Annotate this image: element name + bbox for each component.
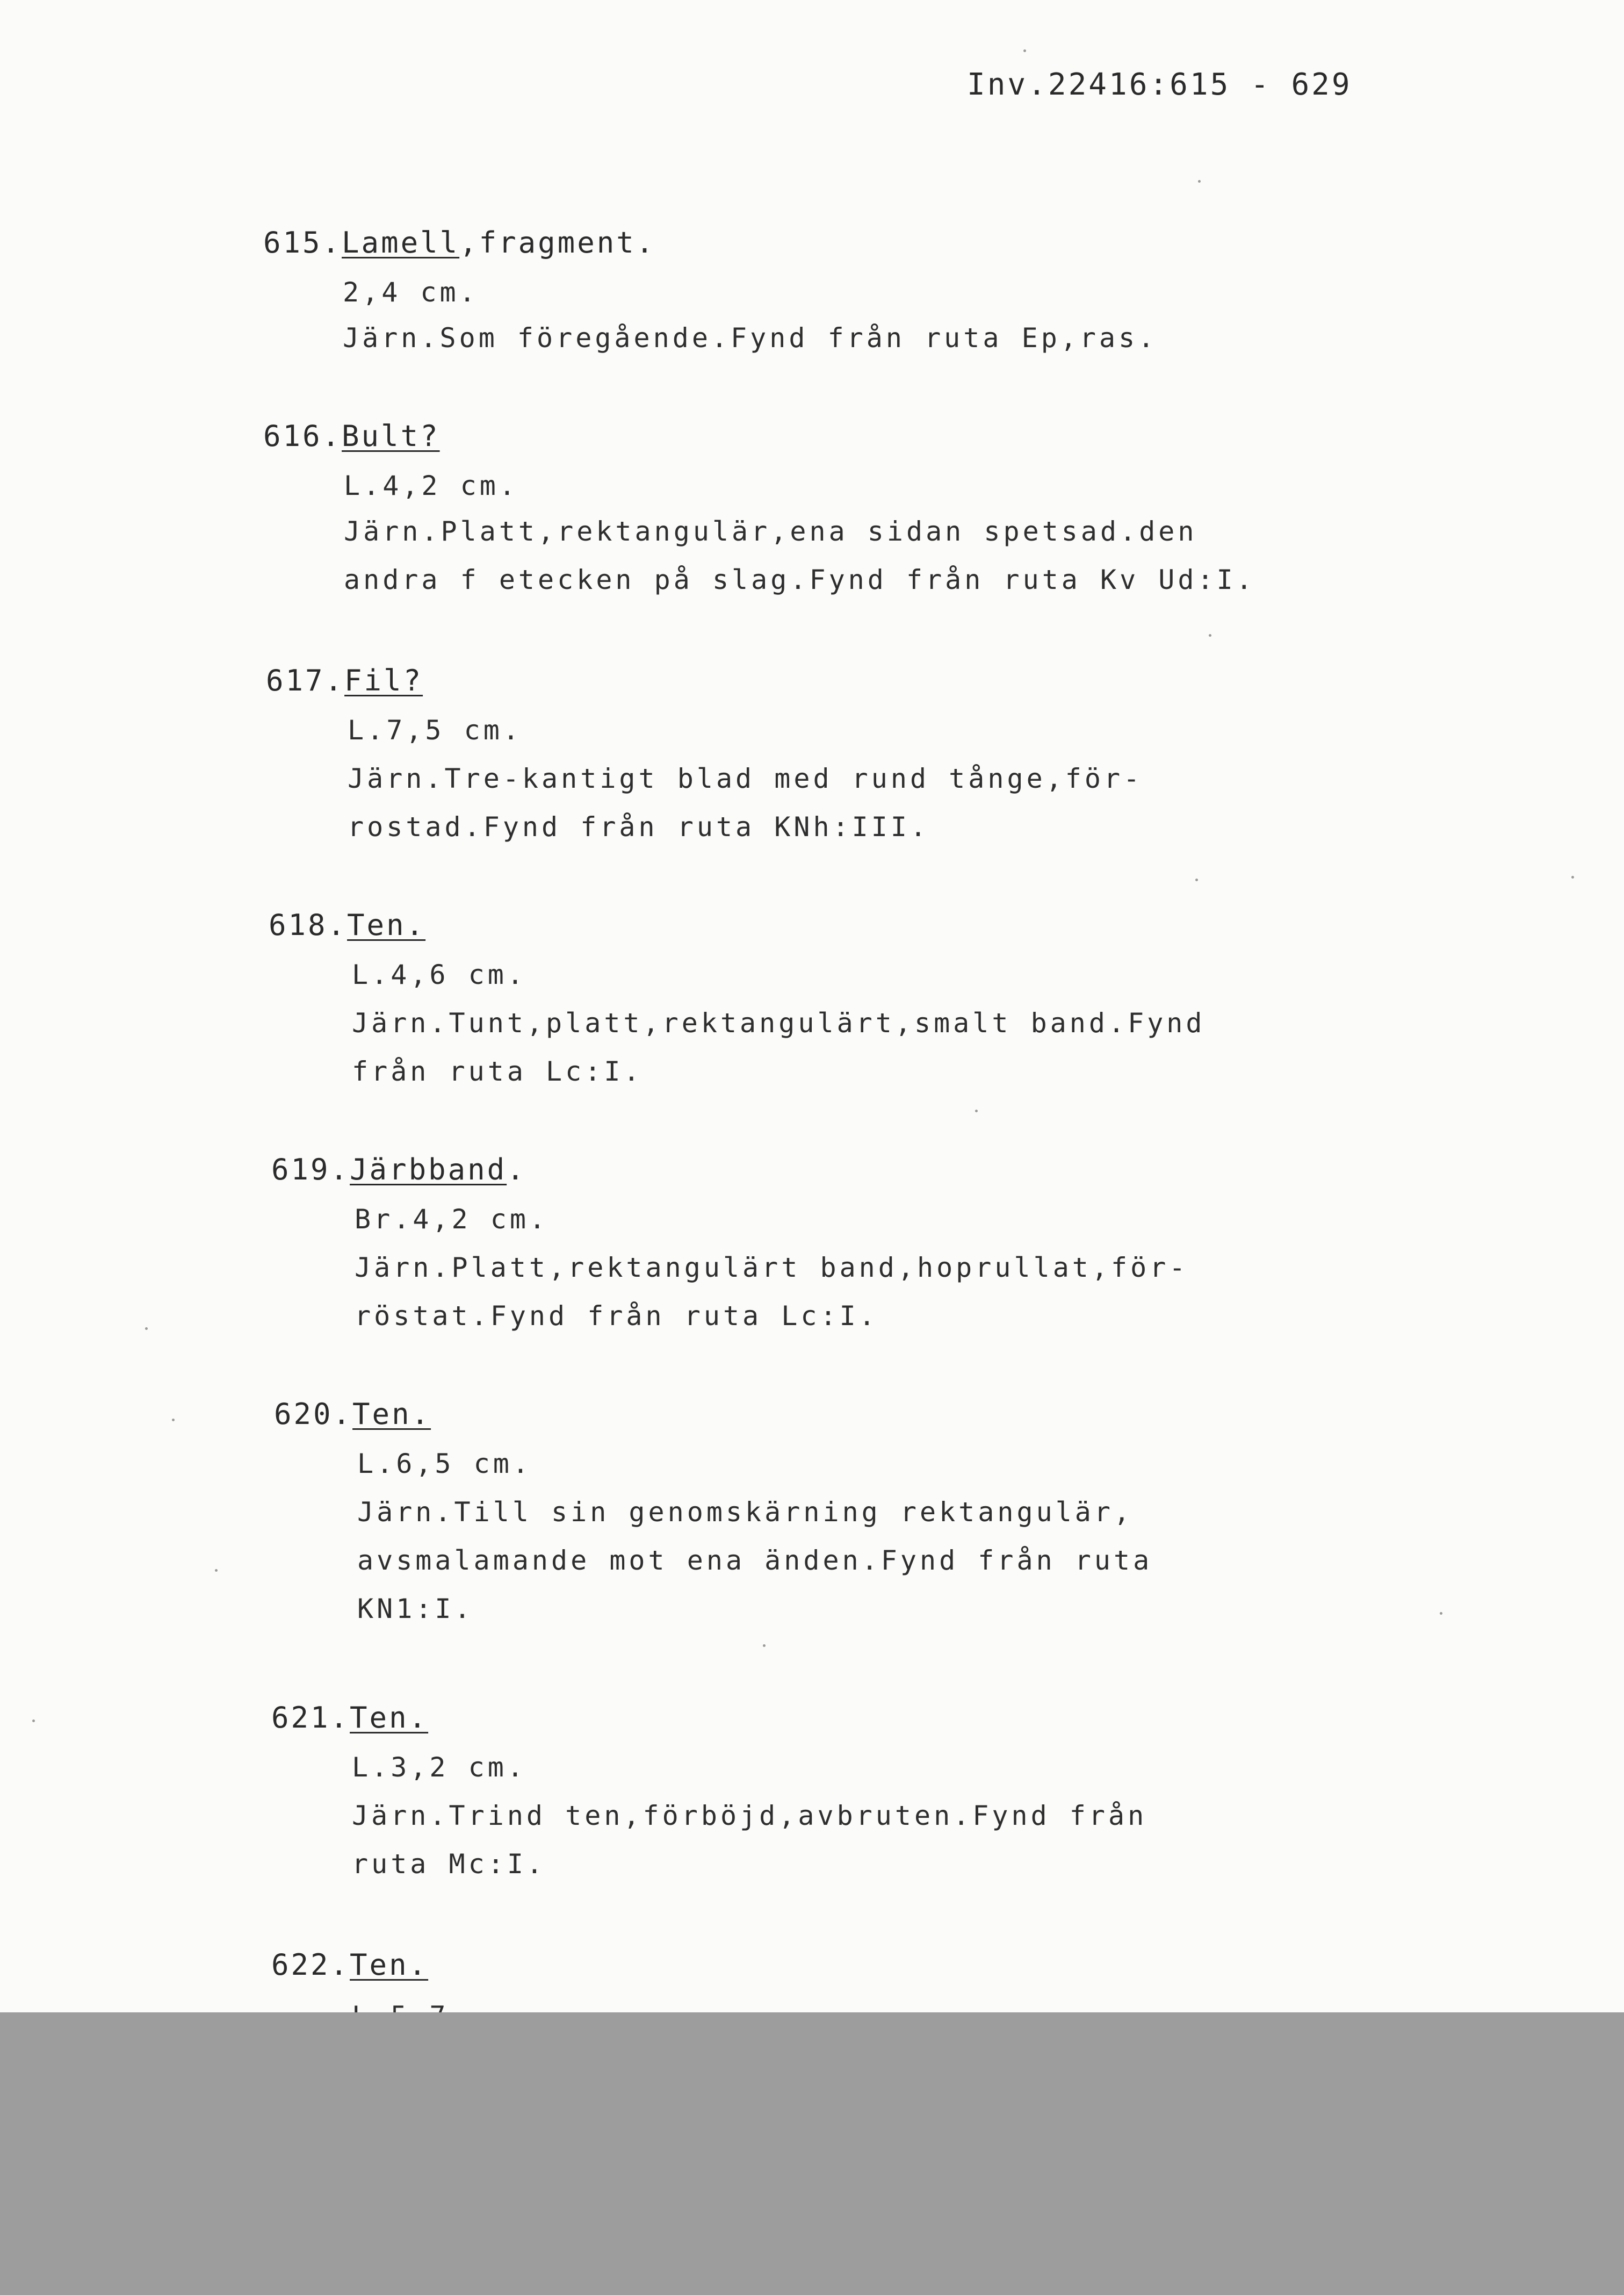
entry-line: L.7,5 cm. [348, 715, 522, 746]
entry-title: Järbband [350, 1153, 507, 1186]
entry-title: Ten. [350, 1701, 429, 1735]
entry-heading [271, 1948, 428, 1982]
scan-speck [1198, 180, 1201, 183]
entry-heading [263, 226, 655, 260]
entry-title-suffix: . [507, 1153, 526, 1186]
entry-number: 620. [274, 1397, 353, 1431]
entry-line: ruta Mc:I. [352, 1848, 546, 1880]
scanner-background [0, 2012, 1624, 2295]
entry-heading [274, 1397, 431, 1431]
entry-number: 622. [271, 1948, 350, 1982]
entry-number: 618. [269, 908, 348, 942]
scan-speck [215, 1569, 218, 1572]
scan-speck [1023, 49, 1026, 52]
entry-title: Ten. [350, 1948, 429, 1982]
scan-speck [172, 1419, 175, 1421]
scan-speck [763, 1644, 766, 1647]
entry-line: Järn.Tunt,platt,rektangulärt,smalt band.Fynd [352, 1008, 1206, 1039]
entry-line: från ruta Lc:I. [352, 1056, 643, 1087]
entry-line: andra f etecken på slag.Fynd från ruta Kv Ud:I. [344, 564, 1255, 595]
entry-number: 615. [263, 226, 342, 260]
scan-speck [1209, 634, 1211, 637]
scan-speck [32, 1720, 35, 1722]
entry-heading [271, 1701, 428, 1735]
entry-line: Järn.Till sin genomskärning rektangulär, [357, 1497, 1134, 1528]
entry-title: Bult? [342, 419, 440, 453]
entry-line: Br.4,2 cm. [355, 1204, 549, 1235]
entry-title: Ten. [347, 908, 426, 942]
entry-title: Ten. [352, 1397, 431, 1431]
scan-speck [1440, 1612, 1442, 1615]
entry-line: L.6,5 cm. [357, 1448, 532, 1479]
entry-line: 2,4 cm. [343, 277, 479, 308]
entry-line: Järn.Platt,rektangulärt band,hoprullat,för- [355, 1252, 1189, 1283]
entry-line: Järn.Tre-kantigt blad med rund tånge,för- [348, 763, 1143, 794]
entry-line: rostad.Fynd från ruta KNh:III. [348, 811, 930, 843]
entry-heading [266, 664, 423, 697]
scan-speck [145, 1327, 148, 1330]
entry-title: Fil? [344, 664, 423, 697]
entry-line: Järn.Platt,rektangulär,ena sidan spetsad.den [344, 516, 1197, 547]
scan-speck [1571, 876, 1574, 879]
entry-line: L.3,2 cm. [352, 1752, 526, 1783]
entry-line: L.4,2 cm. [344, 470, 518, 501]
scan-speck [1195, 879, 1198, 881]
entry-number: 619. [271, 1153, 350, 1186]
entry-line: röstat.Fynd från ruta Lc:I. [355, 1300, 878, 1332]
entry-heading [263, 419, 440, 453]
entry-line: L.4,6 cm. [352, 959, 526, 990]
entry-line: Järn.Som föregående.Fynd från ruta Ep,ras. [343, 322, 1158, 354]
entry-title: Lamell [342, 226, 460, 260]
entry-number: 621. [271, 1701, 350, 1735]
entry-number: 616. [263, 419, 342, 453]
entry-title-suffix: ,fragment. [459, 226, 656, 260]
entry-heading [271, 1153, 526, 1186]
entry-heading [269, 908, 425, 942]
entry-line: KN1:I. [357, 1593, 474, 1624]
entry-line: Järn.Trind ten,förböjd,avbruten.Fynd från [352, 1800, 1147, 1831]
entry-line: avsmalamande mot ena änden.Fynd från ruta [357, 1545, 1153, 1576]
entry-number: 617. [266, 664, 345, 697]
scan-speck [975, 1110, 978, 1112]
inventory-header: Inv.22416:615 - 629 [967, 67, 1352, 102]
